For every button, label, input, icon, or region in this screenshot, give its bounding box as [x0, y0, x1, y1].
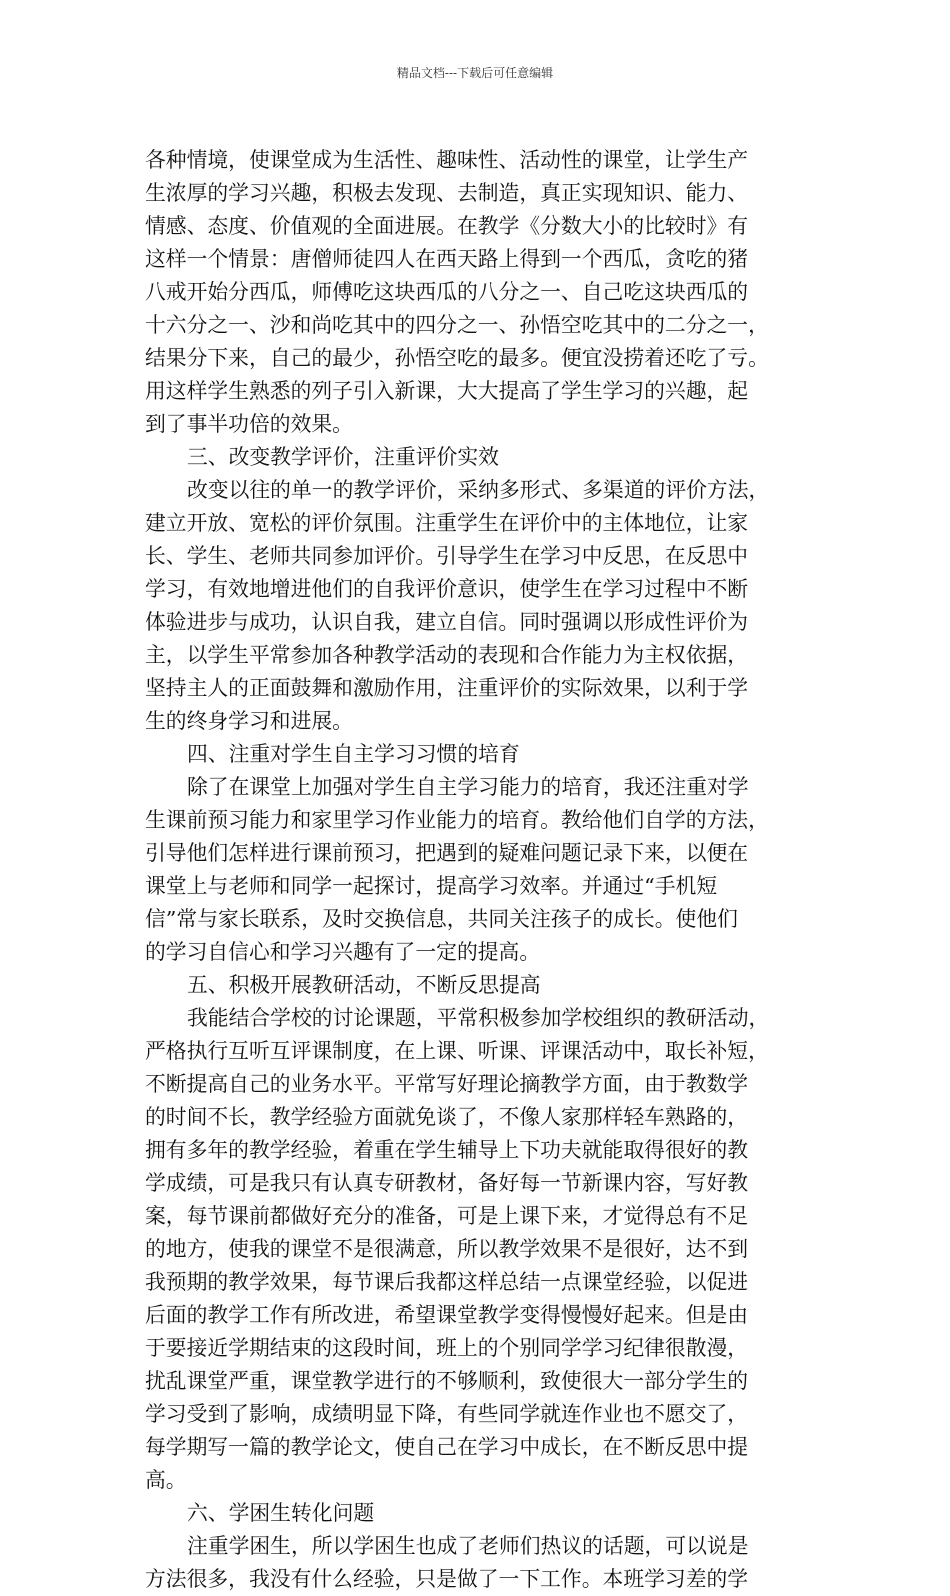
text-line: 信”常与家长联系，及时交换信息，共同关注孩子的成长。使他们 — [145, 907, 738, 931]
text-line: 生课前预习能力和家里学习作业能力的培育。教给他们自学的方法， — [145, 808, 769, 832]
text-line: 每学期写一篇的教学论文，使自己在学习中成长，在不断反思中提 — [145, 1435, 749, 1459]
text-line: 结果分下来，自己的最少，孙悟空吃的最多。便宜没捞着还吃了亏。 — [145, 346, 769, 370]
text-line: 我预期的教学效果，每节课后我都这样总结一点课堂经验，以促进 — [145, 1270, 749, 1294]
text-line: 扰乱课堂严重，课堂教学进行的不够顺利，致使很大一部分学生的 — [145, 1369, 749, 1393]
page-header: 精品文档---下载后可任意编辑 — [396, 66, 554, 80]
text-line: 后面的教学工作有所改进，希望课堂教学变得慢慢好起来。但是由 — [145, 1303, 749, 1327]
text-line: 坚持主人的正面鼓舞和激励作用，注重评价的实际效果，以利于学 — [145, 676, 749, 700]
text-line: 各种情境，使课堂成为生活性、趣味性、活动性的课堂，让学生产 — [145, 148, 749, 172]
text-line: 到了事半功倍的效果。 — [145, 412, 353, 436]
text-line: 五、积极开展教研活动，不断反思提高 — [187, 973, 541, 997]
text-line: 学习，有效地增进他们的自我评价意识，使学生在学习过程中不断 — [145, 577, 749, 601]
text-line: 用这样学生熟悉的列子引入新课，大大提高了学生学习的兴趣，起 — [145, 379, 749, 403]
text-line: 改变以往的单一的教学评价，采纳多形式、多渠道的评价方法， — [187, 478, 770, 502]
document-body — [145, 144, 825, 1596]
text-line: 长、学生、老师共同参加评价。引导学生在学习中反思，在反思中 — [145, 544, 749, 568]
text-line: 课堂上与老师和同学一起探讨，提高学习效率。并通过“手机短 — [145, 874, 718, 898]
text-line: 八戒开始分西瓜，师傅吃这块西瓜的八分之一、自己吃这块西瓜的 — [145, 280, 749, 304]
text-line: 严格执行互听互评课制度，在上课、听课、评课活动中，取长补短， — [145, 1039, 769, 1063]
text-line: 注重学困生，所以学困生也成了老师们热议的话题，可以说是 — [187, 1534, 749, 1558]
text-line: 的时间不长，教学经验方面就免谈了，不像人家那样轻车熟路的， — [145, 1105, 749, 1129]
text-line: 拥有多年的教学经验，着重在学生辅导上下功夫就能取得很好的教 — [145, 1138, 749, 1162]
text-line: 的学习自信心和学习兴趣有了一定的提高。 — [145, 940, 541, 964]
text-line: 的地方，使我的课堂不是很满意，所以教学效果不是很好，达不到 — [145, 1237, 749, 1261]
text-line: 四、注重对学生自主学习习惯的培育 — [187, 742, 520, 766]
text-line: 十六分之一、沙和尚吃其中的四分之一、孙悟空吃其中的二分之一， — [145, 313, 769, 337]
text-line: 不断提高自己的业务水平。平常写好理论摘教学方面，由于教数学 — [145, 1072, 749, 1096]
text-line: 高。 — [145, 1468, 187, 1492]
text-line: 这样一个情景：唐僧师徒四人在西天路上得到一个西瓜，贪吃的猪 — [145, 247, 749, 271]
text-line: 引导他们怎样进行课前预习，把遇到的疑难问题记录下来，以便在 — [145, 841, 749, 865]
text-line: 我能结合学校的讨论课题，平常积极参加学校组织的教研活动， — [187, 1006, 770, 1030]
text-line: 案，每节课前都做好充分的准备，可是上课下来，才觉得总有不足 — [145, 1204, 749, 1228]
text-line: 情感、态度、价值观的全面进展。在教学《分数大小的比较时》有 — [145, 214, 749, 238]
text-line: 学成绩，可是我只有认真专研教材，备好每一节新课内容，写好教 — [145, 1171, 749, 1195]
text-line: 学习受到了影响，成绩明显下降，有些同学就连作业也不愿交了， — [145, 1402, 749, 1426]
text-line: 建立开放、宽松的评价氛围。注重学生在评价中的主体地位，让家 — [145, 511, 749, 535]
text-line: 生浓厚的学习兴趣，积极去发现、去制造，真正实现知识、能力、 — [145, 181, 749, 205]
text-line: 体验进步与成功，认识自我，建立自信。同时强调以形成性评价为 — [145, 610, 749, 634]
text-line: 方法很多，我没有什么经验，只是做了一下工作。本班学习差的学 — [145, 1567, 749, 1591]
text-line: 除了在课堂上加强对学生自主学习能力的培育，我还注重对学 — [187, 775, 749, 799]
text-line: 六、学困生转化问题 — [187, 1501, 375, 1525]
text-line: 三、改变教学评价，注重评价实效 — [187, 445, 499, 469]
text-line: 生的终身学习和进展。 — [145, 709, 353, 733]
text-line: 主，以学生平常参加各种教学活动的表现和合作能力为主权依据， — [145, 643, 749, 667]
text-line: 于要接近学期结束的这段时间，班上的个别同学学习纪律很散漫， — [145, 1336, 749, 1360]
